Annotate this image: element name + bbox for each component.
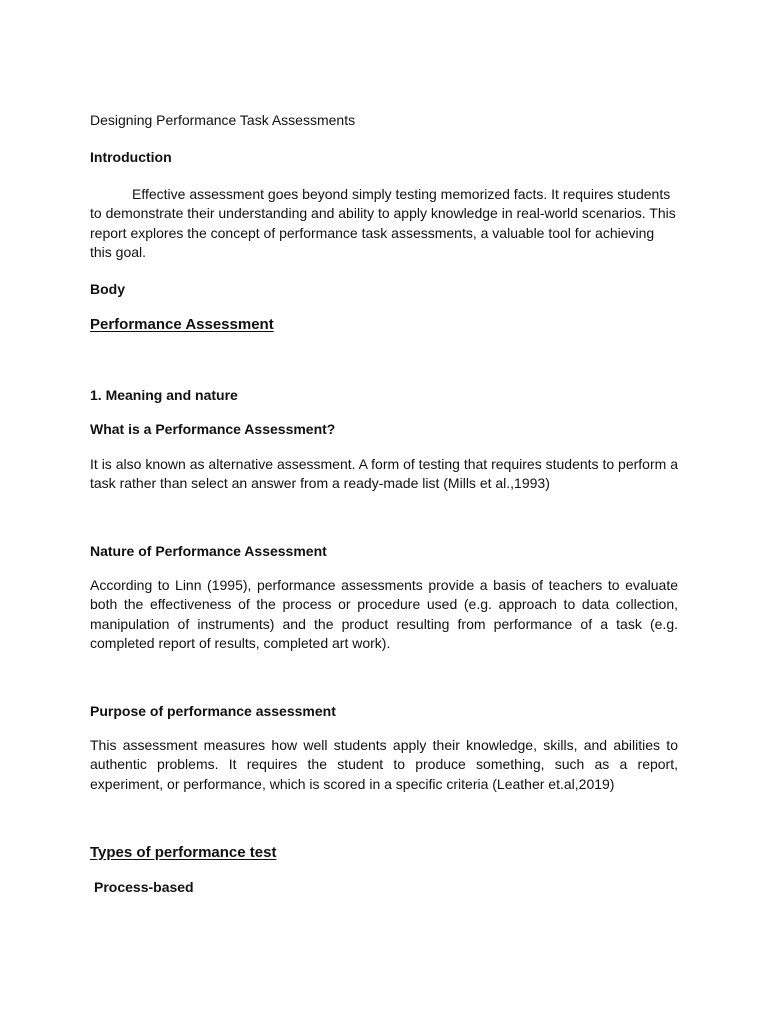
meaning-and-nature-heading: 1. Meaning and nature	[90, 387, 238, 403]
body-heading: Body	[90, 281, 125, 297]
what-is-heading: What is a Performance Assessment?	[90, 421, 336, 437]
purpose-paragraph: This assessment measures how well students apply their knowledge, skills, and abilities to authentic problems. It requires the student to produce something, such as a report, experiment, or performance, which is scored in a specific criteria (Leather et.al,2019)	[90, 737, 678, 792]
purpose-heading: Purpose of performance assessment	[90, 703, 336, 719]
what-is-paragraph: It is also known as alternative assessment. A form of testing that requires students to perform a task rather than select an answer from a ready-made list (Mills et al.,1993)	[90, 456, 678, 492]
document-title: Designing Performance Task Assessments	[90, 112, 356, 128]
process-based-heading: Process-based	[94, 879, 194, 895]
types-heading: Types of performance test	[90, 844, 277, 861]
nature-heading: Nature of Performance Assessment	[90, 543, 327, 559]
nature-paragraph: According to Linn (1995), performance assessments provide a basis of teachers to evaluate both the effectiveness of the process or procedure used (e.g. approach to data collection, manipulation of instruments) and the product resulting from performance of a task (e.g. completed report of results, completed art work).	[90, 577, 678, 652]
introduction-paragraph: Effective assessment goes beyond simply testing memorized facts. It requires students to demonstrate their understanding and ability to apply knowledge in real-world scenarios. This report explores the concept of performance task assessments, a valuable tool for achieving this goal.	[90, 186, 676, 261]
introduction-heading: Introduction	[90, 149, 172, 165]
performance-assessment-heading: Performance Assessment	[90, 316, 274, 333]
